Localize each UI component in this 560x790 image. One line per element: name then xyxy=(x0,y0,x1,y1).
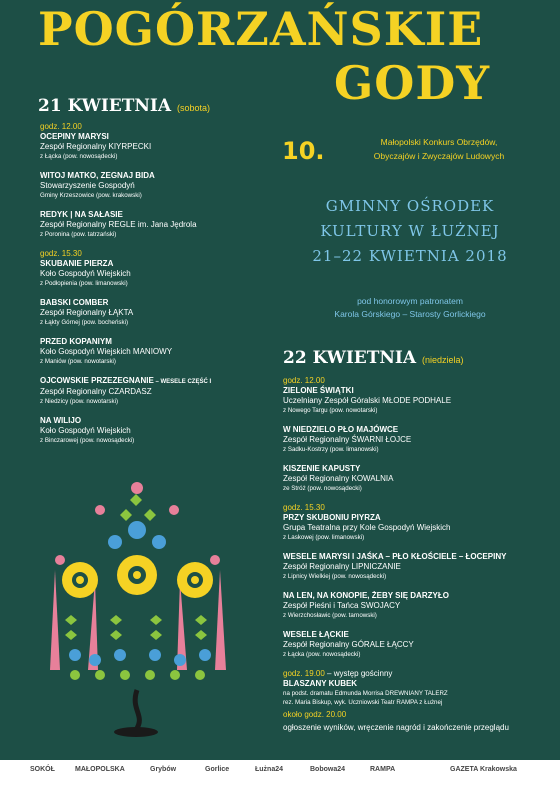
sponsor-logo: GAZETA Krakowska xyxy=(450,766,517,773)
item-performer: Uczelniany Zespół Góralski MŁODE PODHALE xyxy=(283,396,452,405)
sponsor-logo: Grybów xyxy=(150,766,177,773)
item-performer: Zespół Regionalny REGLE im. Jana Jędrola xyxy=(40,220,197,229)
sponsor-logo: MAŁOPOLSKA xyxy=(75,766,125,773)
day1-program xyxy=(40,122,211,455)
item-origin: ze Stróż (pow. nowosądecki) xyxy=(283,485,362,492)
yellow-flower xyxy=(62,562,98,598)
item-title: WESELE MARYSI I JAŚKA – PŁO KŁOŚCIELE – ŁOCEPINY xyxy=(283,552,507,561)
item-time-value: godz. 19.00 xyxy=(283,669,325,678)
program-item xyxy=(40,122,211,161)
day1-subtitle: (sobota) xyxy=(177,103,211,113)
program-item xyxy=(40,376,211,406)
item-title: BABSKI COMBER xyxy=(40,298,109,307)
item-performer: Zespół Regionalny KIYRPECKI xyxy=(40,142,152,151)
sponsor-logo: RAMPA xyxy=(370,766,396,773)
item-origin: z Lipnicy Wielkiej (pow. nowosądecki) xyxy=(283,573,387,580)
program-item xyxy=(40,249,211,288)
item-title: PRZED KOPANIYM xyxy=(40,337,112,346)
item-origin-2: rez. Maria Biskup, wyk. Uczniowski Teatr RAMPA z Łużnej xyxy=(283,699,443,706)
yellow-flower xyxy=(177,562,213,598)
event-dates: 21–22 KWIETNIA 2018 xyxy=(312,247,508,265)
item-time: godz. 15.30 xyxy=(283,503,325,512)
day1-title: 21 KWIETNIA xyxy=(38,96,172,116)
item-origin: z Binczarowej (pow. nowosądecki) xyxy=(40,437,135,444)
contest-name xyxy=(334,135,544,163)
program-item xyxy=(40,298,211,327)
contest-number: 10. xyxy=(282,137,325,165)
item-origin: z Laskowej (pow. limanowski) xyxy=(283,534,365,541)
item-time-note: – występ gościnny xyxy=(324,669,393,678)
tree-trunk xyxy=(135,690,139,730)
item-origin: z Podłopienia (pow. limanowski) xyxy=(40,280,128,287)
day2-heading xyxy=(283,348,464,368)
program-item xyxy=(283,630,506,659)
item-title-suffix: – WESELE CZĘŚĆ I xyxy=(153,379,212,385)
contest-line1: Małopolski Konkurs Obrzędów, xyxy=(380,137,498,147)
item-title: ZIELONE ŚWIĄTKI xyxy=(283,386,354,395)
item-origin: Gminy Krzeszowice (pow. krakowski) xyxy=(40,192,142,199)
day2-subtitle: (niedziela) xyxy=(422,355,464,365)
day1-heading xyxy=(38,96,210,116)
finale xyxy=(283,710,509,733)
poster-title-line2: GODY xyxy=(334,56,491,110)
item-origin: na podst. dramatu Edmunda Morrisa DREWNIANY TALERZ xyxy=(283,690,448,697)
item-title: NA WILIJO xyxy=(40,416,82,425)
tree-base xyxy=(114,727,158,737)
item-title: WESELE ŁĄCKIE xyxy=(283,630,349,639)
leaf-row xyxy=(70,670,205,680)
item-title: WITOJ MATKO, ZEGNAJ BIDA xyxy=(40,171,155,180)
item-performer: Grupa Teatralna przy Kole Gospodyń Wiejskich xyxy=(283,523,451,532)
item-performer: Zespół Regionalny ŚWARNI ŁOJCE xyxy=(283,435,412,444)
item-origin: z Sadku-Kostrzy (pow. limanowski) xyxy=(283,446,379,453)
program-item xyxy=(283,669,506,707)
program-item xyxy=(40,416,211,445)
program-item xyxy=(283,425,506,454)
organizer-line1: GMINNY OŚRODEK xyxy=(325,197,495,215)
item-origin: z Wierzchosławic (pow. tarnowski) xyxy=(283,612,377,619)
item-title: KISZENIE KAPUSTY xyxy=(283,464,361,473)
item-performer: Zespół Regionalny KOWALNIA xyxy=(283,474,394,483)
item-title: REDYK | NA SAŁASIE xyxy=(40,210,123,219)
program-item xyxy=(283,591,506,620)
item-origin: z Łącka (pow. nowosądecki) xyxy=(283,651,361,658)
item-title: NA LEN, NA KONOPIE, ŻEBY SIĘ DARZYŁO xyxy=(283,591,449,600)
item-origin: z Poronina (pow. tatrzański) xyxy=(40,231,117,238)
program-item xyxy=(40,171,211,200)
item-performer: Zespół Regionalny LIPNICZANIE xyxy=(283,562,401,571)
program-item xyxy=(40,210,211,239)
item-title: PRZY SKUBONIU PIYRZA xyxy=(283,513,381,522)
sponsor-logo: Gorlice xyxy=(205,766,230,773)
day2-title: 22 KWIETNIA xyxy=(283,348,417,368)
poster-title-line1: POGÓRZAŃSKIE xyxy=(38,2,484,56)
item-time: godz. 12.00 xyxy=(40,122,82,131)
program-item xyxy=(283,503,506,542)
program-item xyxy=(283,464,506,493)
finale-text: ogłoszenie wyników, wręczenie nagród i zakończenie przeglądu xyxy=(283,723,509,732)
contest-line2: Obyczajów i Zwyczajów Ludowych xyxy=(373,151,505,161)
item-performer: Zespół Regionalny CZARDASZ xyxy=(40,387,152,396)
item-performer: Zespół Regionalny GÓRALE ŁĄCCY xyxy=(283,640,414,649)
day2-program xyxy=(283,376,506,717)
item-title: SKUBANIE PIERZA xyxy=(40,259,114,268)
folk-tree-illustration xyxy=(20,480,260,740)
item-title: BLASZANY KUBEK xyxy=(283,679,358,688)
pink-stem-left xyxy=(50,570,60,670)
program-item xyxy=(283,552,506,581)
sponsor-logo: SOKÓŁ xyxy=(30,766,55,773)
organizer-line2: KULTURY W ŁUŻNEJ xyxy=(320,222,500,240)
item-performer: Zespół Regionalny ŁĄKTA xyxy=(40,308,134,317)
item-performer: Koło Gospodyń Wiejskich xyxy=(40,269,131,278)
organizer-block xyxy=(280,194,540,269)
item-origin: z Łąkty Górnej (pow. bocheński) xyxy=(40,319,129,326)
pink-stem-right xyxy=(215,570,226,670)
item-origin: z Nowego Targu (pow. nowotarski) xyxy=(283,407,378,414)
item-title xyxy=(40,376,211,387)
item-performer: Stowarzyszenie Gospodyń xyxy=(40,181,135,190)
patronage-line2: Karola Górskiego – Starosty Gorlickiego xyxy=(334,309,486,319)
item-title: OCEPINY MARYSI xyxy=(40,132,109,141)
item-time xyxy=(283,669,506,679)
patronage-line1: pod honorowym patronatem xyxy=(357,296,463,306)
item-origin: z Maniów (pow. nowotarski) xyxy=(40,358,116,365)
item-time: godz. 15.30 xyxy=(40,249,82,258)
item-time: godz. 12.00 xyxy=(283,376,325,385)
item-origin: z Łącka (pow. nowosądecki) xyxy=(40,153,118,160)
item-performer: Koło Gospodyń Wiejskich xyxy=(40,426,131,435)
item-origin: z Niedzicy (pow. nowotarski) xyxy=(40,398,119,405)
item-performer: Koło Gospodyń Wiejskich MANIOWY xyxy=(40,347,173,356)
sponsor-logo: Bobowa24 xyxy=(310,766,346,773)
sponsor-logo: Łużna24 xyxy=(255,766,284,773)
yellow-flower xyxy=(117,555,157,595)
program-item xyxy=(283,376,506,415)
item-performer: Zespół Pieśni i Tańca SWOJACY xyxy=(283,601,401,610)
program-item xyxy=(40,337,211,366)
item-title: W NIEDZIELO PŁO MAJÓWCE xyxy=(283,425,399,434)
sponsor-bar xyxy=(0,760,560,790)
item-title-main: OJCOWSKIE PRZEZEGNANIE xyxy=(40,376,154,385)
finale-time: około godz. 20.00 xyxy=(283,710,347,719)
patronage xyxy=(280,295,540,321)
